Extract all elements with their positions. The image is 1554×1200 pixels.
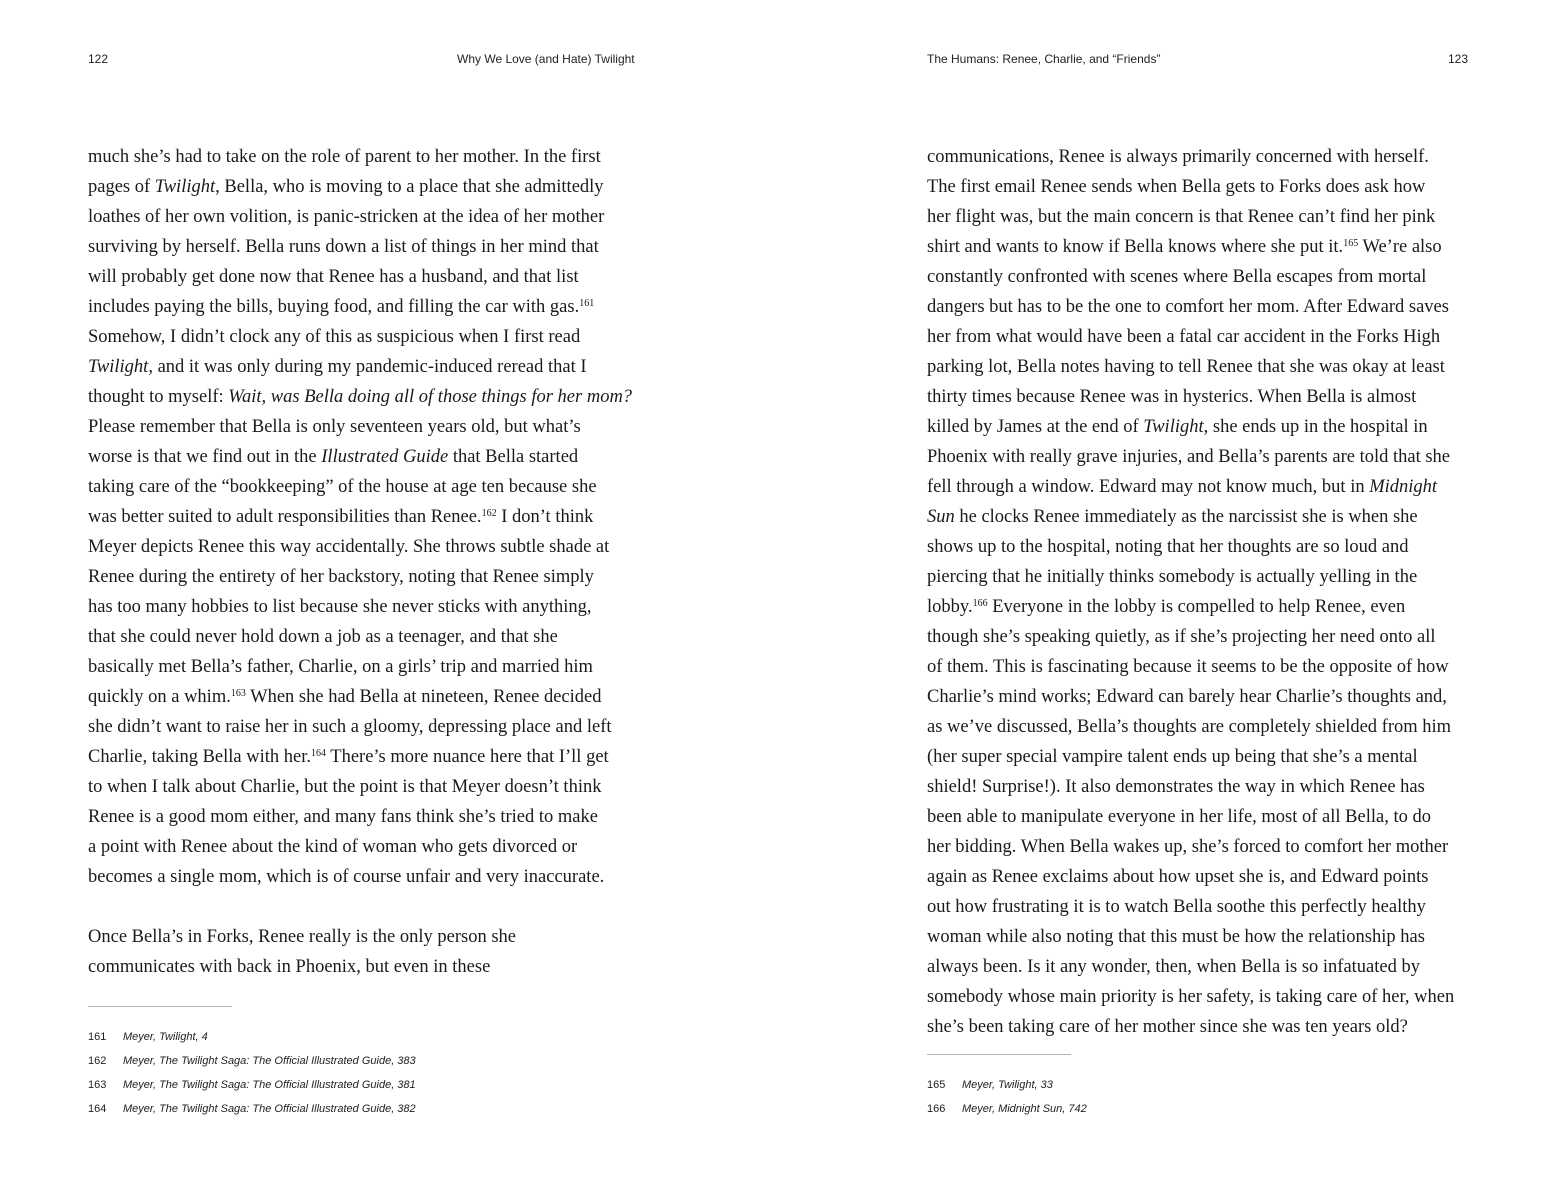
text-line: quickly on a whim.$^{163}$ When she had Bella at nineteen, Renee decided [88, 687, 602, 707]
footnote-text: Meyer, Twilight, 4 [123, 1031, 208, 1043]
text-line: Twilight, and it was only during my pandemic-induced reread that I [88, 357, 587, 377]
text-line: loathes of her own volition, is panic-stricken at the idea of her mother [88, 207, 605, 227]
text-line: Phoenix with really grave injuries, and Bella’s parents are told that she [927, 447, 1450, 467]
page-number: 123 [1448, 52, 1469, 66]
text-line: was better suited to adult responsibilities than Renee.$^{162}$ I don’t think [88, 507, 594, 527]
text-line: Renee is a good mom either, and many fans think she’s tried to make [88, 807, 598, 827]
footnote-text: Meyer, The Twilight Saga: The Official Illustrated Guide, 381 [123, 1079, 416, 1091]
body-paragraph [927, 142, 1487, 1042]
footnote-text: Meyer, The Twilight Saga: The Official Illustrated Guide, 382 [123, 1103, 416, 1115]
footnote-number: 164 [88, 1103, 107, 1115]
footnote [927, 1078, 1087, 1102]
text-line: worse is that we find out in the Illustrated Guide that Bella started [88, 447, 579, 467]
footnote-number: 166 [927, 1103, 946, 1115]
text-line: much she’s had to take on the role of parent to her mother. In the first [88, 147, 601, 167]
footnote-number: 161 [88, 1031, 107, 1043]
footnote-number: 163 [88, 1079, 107, 1091]
text-line: again as Renee exclaims about how upset she is, and Edward points [927, 867, 1429, 887]
text-line: Renee during the entirety of her backstory, noting that Renee simply [88, 567, 594, 587]
text-line: has too many hobbies to list because she never sticks with anything, [88, 597, 592, 617]
text-line: lobby.$^{166}$ Everyone in the lobby is compelled to help Renee, even [927, 597, 1406, 617]
text-line: The first email Renee sends when Bella gets to Forks does ask how [927, 177, 1426, 197]
footnote [88, 1102, 416, 1126]
text-line: of them. This is fascinating because it seems to be the opposite of how [927, 657, 1449, 677]
running-head: Why We Love (and Hate) Twilight [457, 52, 635, 66]
footnote [88, 1078, 416, 1102]
text-line: out how frustrating it is to watch Bella soothe this perfectly healthy [927, 897, 1426, 917]
text-line: she didn’t want to raise her in such a gloomy, depressing place and left [88, 717, 612, 737]
text-line: basically met Bella’s father, Charlie, on a girls’ trip and married him [88, 657, 593, 677]
text-line: parking lot, Bella notes having to tell Renee that she was okay at least [927, 357, 1445, 377]
text-line: her bidding. When Bella wakes up, she’s forced to comfort her mother [927, 837, 1449, 857]
right-page [777, 0, 1554, 1200]
text-line: Charlie, taking Bella with her.$^{164}$ There’s more nuance here that I’ll get [88, 747, 609, 767]
text-line: taking care of the “bookkeeping” of the house at age ten because she [88, 477, 597, 497]
text-line: somebody whose main priority is her safety, is taking care of her, when [927, 987, 1455, 1007]
text-line: her flight was, but the main concern is that Renee can’t find her pink [927, 207, 1436, 227]
text-line: communicates with back in Phoenix, but even in these [88, 957, 491, 977]
text-line: pages of Twilight, Bella, who is moving to a place that she admittedly [88, 177, 604, 197]
text-line: been able to manipulate everyone in her life, most of all Bella, to do [927, 807, 1431, 827]
text-line: shield! Surprise!). It also demonstrates the way in which Renee has [927, 777, 1425, 797]
text-line: a point with Renee about the kind of woman who gets divorced or [88, 837, 578, 857]
text-line: constantly confronted with scenes where Bella escapes from mortal [927, 267, 1427, 287]
text-line: will probably get done now that Renee has a husband, and that list [88, 267, 579, 287]
footnote [927, 1102, 1087, 1126]
text-line: (her super special vampire talent ends up being that she’s a mental [927, 747, 1418, 767]
text-line: thought to myself: Wait, was Bella doing all of those things for her mom? [88, 387, 633, 407]
footnote [88, 1030, 416, 1054]
text-line: Somehow, I didn’t clock any of this as suspicious when I first read [88, 327, 581, 347]
text-line: becomes a single mom, which is of course unfair and very inaccurate. [88, 867, 605, 887]
text-line: to when I talk about Charlie, but the point is that Meyer doesn’t think [88, 777, 602, 797]
text-line: as we’ve discussed, Bella’s thoughts are completely shielded from him [927, 717, 1452, 737]
text-line: woman while also noting that this must be how the relationship has [927, 927, 1425, 947]
text-line: piercing that he initially thinks somebody is actually yelling in the [927, 567, 1418, 587]
body-paragraph [88, 922, 648, 982]
footnote-text: Meyer, The Twilight Saga: The Official Illustrated Guide, 383 [123, 1055, 416, 1067]
text-line: Please remember that Bella is only seventeen years old, but what’s [88, 417, 581, 437]
text-line: communications, Renee is always primarily concerned with herself. [927, 147, 1429, 167]
text-line: Charlie’s mind works; Edward can barely hear Charlie’s thoughts and, [927, 687, 1447, 707]
page-number: 122 [88, 52, 109, 66]
footnote-text: Meyer, Twilight, 33 [962, 1079, 1053, 1091]
footnotes [927, 1078, 1087, 1126]
running-head: The Humans: Renee, Charlie, and “Friends” [927, 52, 1161, 66]
text-line: fell through a window. Edward may not know much, but in Midnight [927, 477, 1438, 497]
footnote-number: 165 [927, 1079, 946, 1091]
footnote-divider [927, 1054, 1071, 1055]
text-line: thirty times because Renee was in hysterics. When Bella is almost [927, 387, 1417, 407]
text-line: though she’s speaking quietly, as if she’s projecting her need onto all [927, 627, 1436, 647]
footnotes [88, 1030, 416, 1126]
text-line: includes paying the bills, buying food, and filling the car with gas.$^{161}$ [88, 297, 595, 317]
text-line: always been. Is it any wonder, then, when Bella is so infatuated by [927, 957, 1420, 977]
footnote-text: Meyer, Midnight Sun, 742 [962, 1103, 1087, 1115]
footnote [88, 1054, 416, 1078]
text-line: surviving by herself. Bella runs down a list of things in her mind that [88, 237, 599, 257]
footnote-number: 162 [88, 1055, 107, 1067]
text-line: killed by James at the end of Twilight, she ends up in the hospital in [927, 417, 1428, 437]
text-line: that she could never hold down a job as a teenager, and that she [88, 627, 558, 647]
text-line: shows up to the hospital, noting that her thoughts are so loud and [927, 537, 1409, 557]
text-line: Meyer depicts Renee this way accidentally. She throws subtle shade at [88, 537, 610, 557]
text-line: she’s been taking care of her mother since she was ten years old? [927, 1017, 1408, 1037]
text-line: dangers but has to be the one to comfort her mom. After Edward saves [927, 297, 1449, 317]
text-line: Sun he clocks Renee immediately as the narcissist she is when she [927, 507, 1418, 527]
footnote-divider [88, 1006, 232, 1007]
text-line: shirt and wants to know if Bella knows where she put it.$^{165}$ We’re also [927, 237, 1442, 257]
body-paragraph [88, 142, 648, 892]
text-line: her from what would have been a fatal car accident in the Forks High [927, 327, 1441, 347]
text-line: Once Bella’s in Forks, Renee really is the only person she [88, 927, 516, 947]
